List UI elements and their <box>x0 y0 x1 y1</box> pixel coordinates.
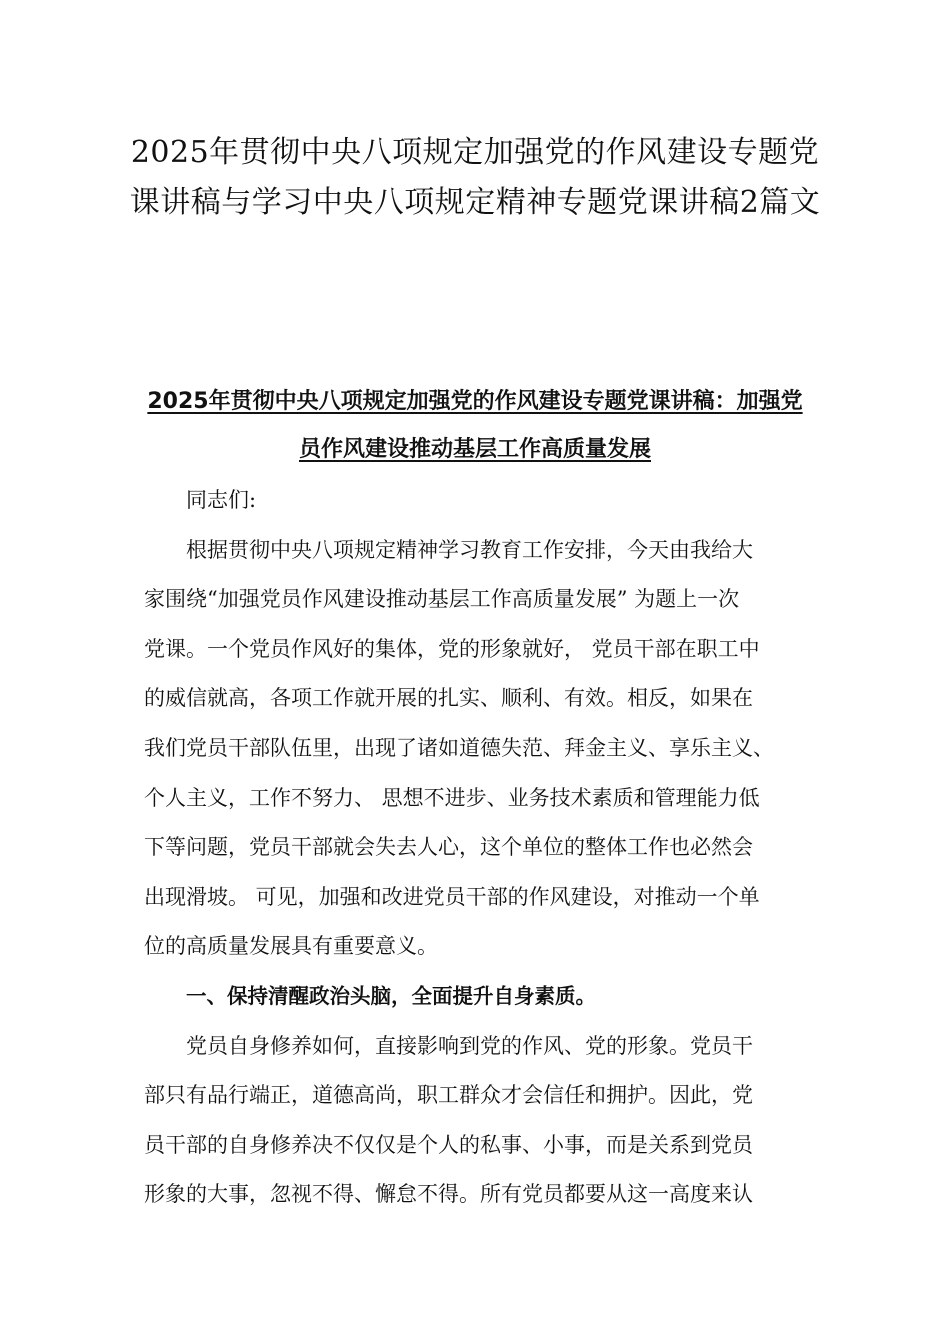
paragraph-line: 党员自身修养如何，直接影响到党的作风、党的形象。党员干 <box>186 1033 753 1058</box>
paragraph-line: 家围绕“加强党员作风建设推动基层工作高质量发展” 为题上一次 <box>144 587 740 612</box>
article-title-line: 2025年贯彻中央八项规定加强党的作风建设专题党课讲稿：加强党 <box>147 389 803 414</box>
document-title-line: 课讲稿与学习中央八项规定精神专题党课讲稿2篇文 <box>129 185 821 220</box>
paragraph-line: 员干部的自身修养决不仅仅是个人的私事、小事，而是关系到党员 <box>144 1132 753 1157</box>
section-heading: 一、保持清醒政治头脑，全面提升自身素质。 <box>186 983 596 1008</box>
paragraph-2 <box>144 1022 824 1220</box>
paragraph-line: 位的高质量发展具有重要意义。 <box>144 934 438 959</box>
article-body <box>144 476 824 1220</box>
document-title <box>120 128 830 228</box>
paragraph-line: 个人主义，工作不努力、 思想不进步、业务技术素质和管理能力低 <box>144 785 760 810</box>
paragraph-line: 下等问题，党员干部就会失去人心，这个单位的整体工作也必然会 <box>144 835 753 860</box>
document-title-line: 2025年贯彻中央八项规定加强党的作风建设专题党 <box>130 135 820 170</box>
paragraph-line: 我们党员干部队伍里，出现了诸如道德失范、拜金主义、享乐主义、 <box>144 735 774 760</box>
paragraph-line: 出现滑坡。 可见，加强和改进党员干部的作风建设，对推动一个单 <box>144 884 760 909</box>
salutation: 同志们: <box>186 488 257 512</box>
paragraph-1 <box>144 526 824 972</box>
paragraph-line: 党课。一个党员作风好的集体，党的形象就好， 党员干部在职工中 <box>144 636 760 661</box>
paragraph-line: 部只有品行端正，道德高尚，职工群众才会信任和拥护。因此，党 <box>144 1083 753 1108</box>
article-title <box>120 378 830 474</box>
paragraph-line: 形象的大事，忽视不得、懈怠不得。所有党员都要从这一高度来认 <box>144 1182 753 1207</box>
article-title-line: 员作风建设推动基层工作高质量发展 <box>298 437 651 462</box>
paragraph-line: 的威信就高，各项工作就开展的扎实、顺利、有效。相反，如果在 <box>144 686 753 711</box>
paragraph-line: 根据贯彻中央八项规定精神学习教育工作安排，今天由我给大 <box>186 537 753 562</box>
